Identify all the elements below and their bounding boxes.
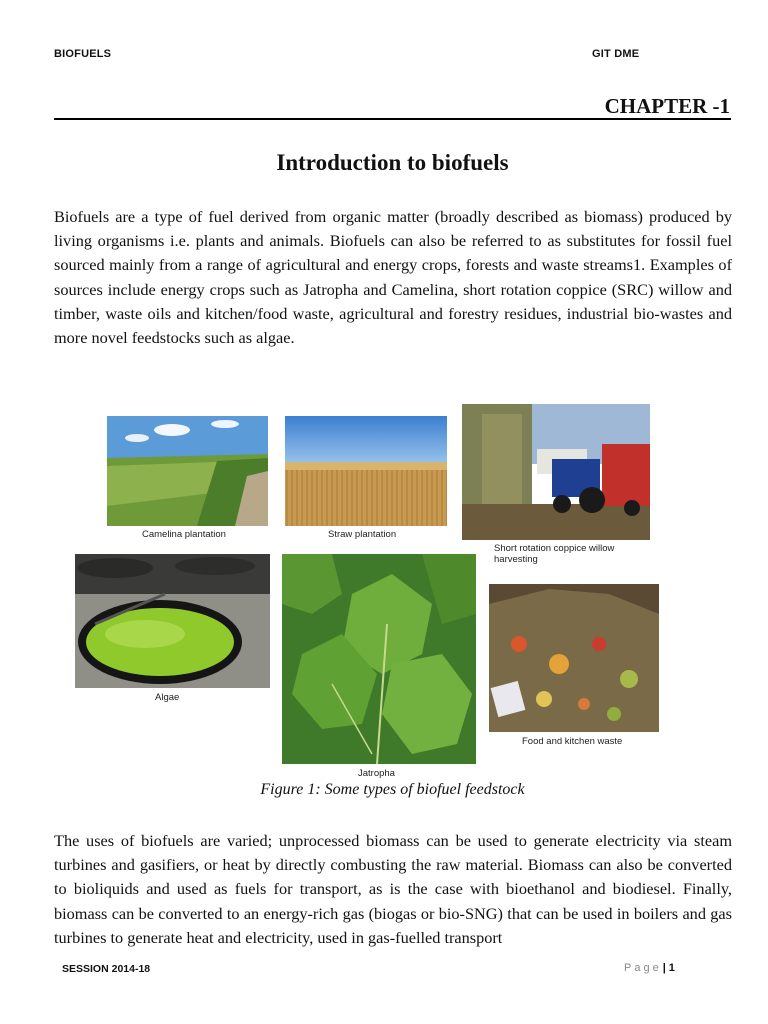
- food-waste-photo: [489, 584, 659, 732]
- uses-paragraph: The uses of biofuels are varied; unprocessed biomass can be used to generate electricity via steam turbines and gasifiers, or heat by directly combusting the raw material. Biomass can also be converted to bioliquids and used as fuels for transport, as is the case with bioethanol and biodiesel. Finally, biomass can be converted to an energy-rich gas (biogas or bio-SNG) that can be used in boilers and gas turbines to generate heat and electricity, used in gas-fuelled transport: [54, 831, 732, 947]
- caption-jatropha: Jatropha: [358, 768, 395, 779]
- caption-src: Short rotation coppice willow harvesting: [494, 543, 615, 565]
- straw-photo: [285, 416, 447, 526]
- figure-caption: Figure 1: Some types of biofuel feedstock: [260, 781, 525, 798]
- caption-camelina: Camelina plantation: [142, 529, 226, 540]
- page-title: Introduction to biofuels: [276, 150, 509, 175]
- algae-photo: [75, 554, 270, 688]
- page-separator: |: [662, 962, 666, 974]
- jatropha-photo: [282, 554, 476, 764]
- caption-food: Food and kitchen waste: [522, 736, 623, 747]
- camelina-photo: [107, 416, 268, 526]
- footer-session: SESSION 2014-18: [62, 963, 151, 975]
- chapter-heading: CHAPTER -1: [604, 94, 730, 118]
- intro-paragraph: Biofuels are a type of fuel derived from organic matter (broadly described as biomass) produced by living organisms i.e. plants and animals. Biofuels can also be referred to as substitutes for fossil fuel sourced mainly from a range of agricultural and energy crops, forests and waste streams1. Examples of sources include energy crops such as Jatropha and Camelina, short rotation coppice (SRC) willow and timber, waste oils and kitchen/food waste, agricultural and forestry residues, industrial bio-wastes and more novel feedstocks such as algae.: [54, 207, 732, 348]
- running-header-left: BIOFUELS: [54, 48, 112, 60]
- caption-straw: Straw plantation: [328, 529, 397, 540]
- page-number: 1: [668, 962, 675, 974]
- footer-page-number: [624, 962, 675, 974]
- caption-algae: Algae: [155, 692, 180, 703]
- running-header-right: GIT DME: [592, 48, 640, 60]
- page-label: Page: [624, 962, 662, 974]
- src-willow-harvest-photo: [462, 404, 650, 540]
- header-rule: [54, 118, 731, 120]
